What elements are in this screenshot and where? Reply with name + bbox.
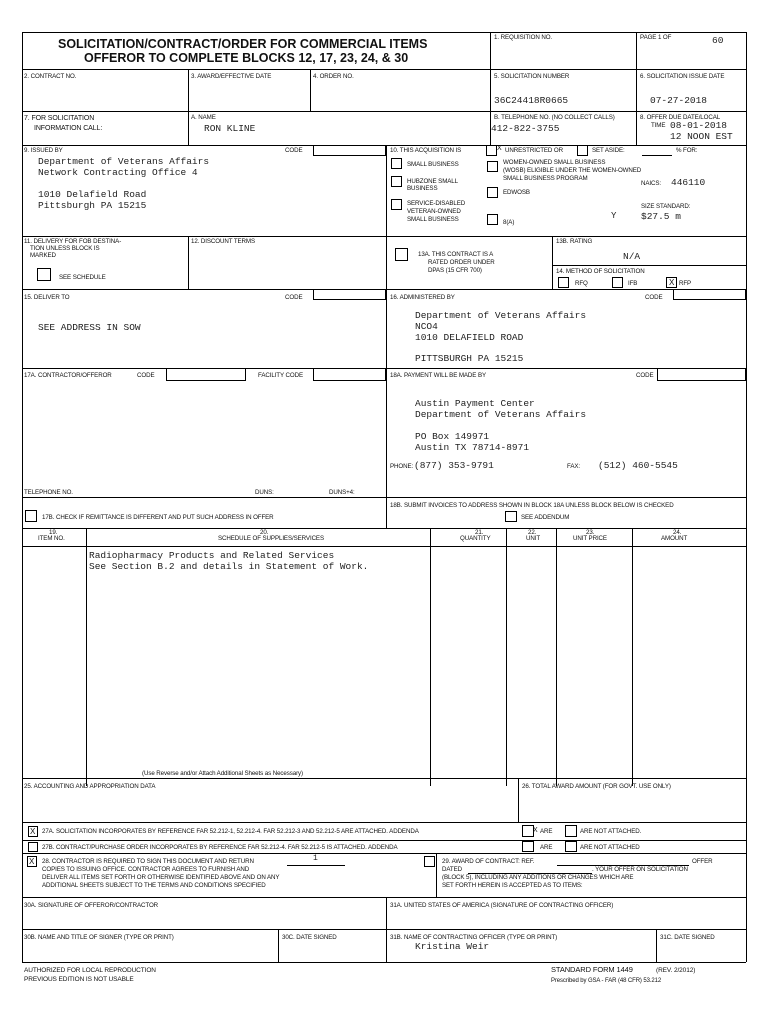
admin-line: Department of Veterans Affairs — [415, 310, 587, 321]
telephone-label: B. TELEPHONE NO. (NO COLLECT CALLS) — [494, 114, 615, 121]
checkbox-mark: X — [533, 827, 538, 834]
28-label: 28. CONTRACTOR IS REQUIRED TO SIGN THIS DOCUMENT AND RETURN — [42, 858, 254, 865]
code-box[interactable] — [313, 145, 386, 156]
8a-value: Y — [611, 211, 617, 221]
code-label: CODE — [285, 147, 303, 154]
size-standard-label: SIZE STANDARD: — [641, 203, 691, 210]
invoice-label: 18B. SUBMIT INVOICES TO ADDRESS SHOWN IN BLOCK 18A UNLESS BLOCK BELOW IS CHECKED — [390, 502, 674, 509]
rule — [556, 528, 557, 786]
rule — [22, 69, 746, 70]
27a-checkbox[interactable] — [28, 826, 38, 837]
rfq-checkbox[interactable] — [558, 277, 569, 288]
col-number: 23. — [586, 529, 595, 536]
code-label: CODE — [645, 294, 663, 301]
name-label: A. NAME — [191, 114, 216, 121]
rfp-label: RFP — [679, 280, 692, 287]
31b-label: 31B. NAME OF CONTRACTING OFFICER (TYPE OR PRINT) — [390, 934, 558, 941]
payment-line: PO Box 149971 — [415, 431, 490, 442]
footer-prev: PREVIOUS EDITION IS NOT USABLE — [24, 976, 134, 983]
col-quantity: QUANTITY — [460, 535, 491, 542]
31c-label: 31C. DATE SIGNED — [660, 934, 715, 941]
issued-by-line: Department of Veterans Affairs — [38, 156, 210, 167]
29-label-3: (BLOCK 5), INCLUDING ANY ADDITIONS OR CHANGES WHICH ARE — [442, 874, 634, 881]
wosb-label: WOMEN-OWNED SMALL BUSINESS — [503, 159, 606, 166]
27b-not-checkbox[interactable] — [565, 841, 577, 852]
28-label-2: COPIES TO ISSUING OFFICE. CONTRACTOR AGREES TO FURNISH AND — [42, 866, 250, 873]
time-label: TIME — [651, 122, 666, 129]
delivery-label-3: MARKED — [30, 252, 56, 259]
29-label-2: DATED — [442, 866, 463, 873]
sdvosb-label-3: SMALL BUSINESS — [407, 216, 459, 223]
delivery-label-2: TION UNLESS BLOCK IS — [30, 245, 100, 252]
30b-label: 30B. NAME AND TITLE OF SIGNER (TYPE OR PRINT) — [24, 934, 174, 941]
checkbox-mark: X — [29, 857, 35, 866]
form-number: STANDARD FORM 1449 — [551, 965, 633, 974]
rule — [506, 528, 507, 786]
remittance-label: 17B. CHECK IF REMITTANCE IS DIFFERENT AND PUT SUCH ADDRESS IN OFFER — [42, 514, 274, 521]
29-checkbox[interactable] — [424, 856, 435, 867]
not-attached-label: ARE NOT ATTACHED. — [580, 828, 642, 835]
rule — [22, 897, 746, 898]
ifb-label: IFB — [628, 280, 638, 287]
form-revision: (REV. 2/2012) — [656, 967, 696, 974]
payment-line: Austin Payment Center — [415, 398, 535, 409]
col-number: 20. — [260, 529, 269, 536]
due-date[interactable]: 08-01-2018 — [670, 120, 728, 131]
checkbox-mark: X — [30, 827, 36, 836]
edwosb-checkbox[interactable] — [487, 187, 498, 198]
unrestricted-checkbox[interactable] — [486, 145, 502, 156]
rule — [278, 929, 279, 962]
rule — [188, 69, 189, 111]
col-number: 22. — [528, 529, 537, 536]
8a-label: 8(A) — [503, 219, 515, 226]
duns-label: DUNS: — [255, 489, 274, 496]
block7-label-2: INFORMATION CALL: — [34, 125, 103, 132]
30c-label: 30C. DATE SIGNED — [282, 934, 337, 941]
col-unit: UNIT — [526, 535, 541, 542]
27b-checkbox[interactable] — [28, 842, 38, 852]
29-label-4: SET FORTH HEREIN IS ACCEPTED AS TO ITEMS: — [442, 882, 583, 889]
rated-order-checkbox[interactable] — [395, 248, 408, 261]
rated-label-2: RATED ORDER UNDER — [428, 259, 495, 266]
border-top — [22, 32, 746, 33]
rule — [490, 32, 491, 69]
rule — [22, 497, 746, 498]
due-time[interactable]: 12 NOON EST — [670, 131, 733, 142]
admin-line: 1010 DELAFIELD ROAD — [415, 332, 524, 343]
rating-value[interactable]: N/A — [623, 251, 641, 262]
rule — [22, 853, 746, 854]
hubzone-label: HUBZONE SMALL — [407, 178, 458, 185]
edwosb-label: EDWOSB — [503, 189, 530, 196]
rated-label: 13A. THIS CONTRACT IS A — [418, 251, 494, 258]
29-label: 29. AWARD OF CONTRACT: REF. — [442, 858, 535, 865]
rfq-label: RFQ — [575, 280, 588, 287]
block7-label: 7. FOR SOLICITATION — [24, 115, 95, 122]
8a-checkbox[interactable] — [487, 214, 498, 225]
rated-label-3: DPAS (15 CFR 700) — [428, 267, 482, 274]
hubzone-checkbox[interactable] — [391, 176, 402, 187]
are-label: ARE — [540, 844, 553, 851]
phone-label: PHONE: — [390, 463, 414, 470]
code-box[interactable] — [673, 289, 746, 300]
rule — [22, 840, 746, 841]
rule — [490, 69, 491, 111]
administered-by-label: 16. ADMINISTERED BY — [390, 294, 455, 301]
wosb-checkbox[interactable] — [487, 161, 498, 172]
27a-are-checkbox[interactable] — [522, 825, 538, 837]
admin-line: NCO4 — [415, 321, 438, 332]
naics-label: NAICS: — [641, 180, 662, 187]
rule — [22, 236, 746, 237]
rule — [86, 528, 87, 786]
sdvosb-label-2: VETERAN-OWNED — [407, 208, 461, 215]
31a-label: 31A. UNITED STATES OF AMERICA (SIGNATURE OF CONTRACTING OFFICER) — [390, 902, 614, 909]
rule — [386, 236, 387, 289]
issue-date[interactable]: 07-27-2018 — [650, 95, 708, 106]
underline — [642, 155, 672, 156]
reverse-note: (Use Reverse and/or Attach Additional Sheets as Necessary) — [142, 770, 304, 777]
issued-by-line: 1010 Delafield Road — [38, 189, 147, 200]
payment-line: Department of Veterans Affairs — [415, 409, 587, 420]
code-box[interactable] — [166, 368, 246, 381]
not-attached-label: ARE NOT ATTACHED — [580, 844, 640, 851]
col-number: 24. — [673, 529, 682, 536]
issued-by-line: Pittsburgh PA 15215 — [38, 200, 147, 211]
checkbox-mark: X — [497, 145, 502, 152]
27a-not-checkbox[interactable] — [565, 825, 577, 837]
see-addendum-checkbox[interactable] — [505, 511, 517, 522]
border-bottom — [22, 962, 746, 963]
rule — [22, 546, 746, 547]
see-addendum-label: SEE ADDENDUM — [521, 514, 570, 521]
discount-terms-label: 12. DISCOUNT TERMS — [191, 238, 255, 245]
rule — [656, 929, 657, 962]
ifb-checkbox[interactable] — [612, 277, 623, 288]
acquisition-label: 10. THIS ACQUISITION IS — [390, 147, 462, 154]
rule — [188, 111, 189, 145]
payment-label: 18A. PAYMENT WILL BE MADE BY — [390, 372, 486, 379]
rule — [188, 236, 189, 289]
28-label-3: DELIVER ALL ITEMS SET FORTH OR OTHERWISE IDENTIFIED ABOVE AND ON ANY — [42, 874, 280, 881]
form-subtitle: OFFEROR TO COMPLETE BLOCKS 12, 17, 23, 24, & 30 — [84, 51, 409, 65]
rule — [430, 528, 431, 786]
28-checkbox[interactable] — [27, 856, 37, 867]
offer-label: OFFER — [692, 858, 713, 865]
checkbox-mark: X — [669, 278, 675, 287]
27b-label: 27B. CONTRACT/PURCHASE ORDER INCORPORATES BY REFERENCE FAR 52.212-4. FAR 52.212-5 IS ATTACHED. ADDENDA — [42, 844, 398, 851]
contract-no-label: 2. CONTRACT NO. — [24, 73, 77, 80]
fax-value: (512) 460-5545 — [598, 460, 678, 471]
rule — [636, 69, 637, 145]
code-label: CODE — [636, 372, 654, 379]
requisition-label: 1. REQUISITION NO. — [494, 34, 553, 41]
issue-date-label: 6. SOLICITATION ISSUE DATE — [640, 73, 725, 80]
rule — [22, 528, 746, 529]
rule — [552, 236, 553, 289]
order-no-label: 4. ORDER NO. — [313, 73, 354, 80]
setaside-label: SET ASIDE: — [592, 147, 625, 154]
code-label: CODE — [285, 294, 303, 301]
small-business-checkbox[interactable] — [391, 158, 402, 169]
29-label-2b: . YOUR OFFER ON SOLICITATION — [592, 866, 688, 873]
rule — [22, 778, 746, 779]
deliver-to-label: 15. DELIVER TO — [24, 294, 70, 301]
award-date-label: 3. AWARD/EFFECTIVE DATE — [191, 73, 272, 80]
contracting-officer-name[interactable]: Kristina Weir — [415, 941, 490, 952]
setaside-checkbox[interactable] — [577, 145, 588, 156]
unrestricted-label: UNRESTRICTED OR — [505, 147, 563, 154]
facility-code-label: FACILITY CODE — [258, 372, 304, 379]
rule — [22, 111, 188, 112]
see-schedule-label: SEE SCHEDULE — [59, 274, 106, 281]
underline — [287, 865, 345, 866]
rule — [386, 145, 387, 236]
total-award-label: 26. TOTAL AWARD AMOUNT (FOR GOVT. USE ONLY) — [522, 783, 671, 790]
due-date-label: 8. OFFER DUE DATE/LOCAL — [640, 114, 721, 121]
facility-code-box[interactable] — [313, 368, 386, 381]
copies-value[interactable]: 1 — [313, 854, 318, 863]
telephone-value[interactable]: 412-822-3755 — [491, 123, 560, 134]
item-description: See Section B.2 and details in Statement of Work. — [89, 561, 369, 572]
payment-line: Austin TX 78714-8971 — [415, 442, 530, 453]
sdvosb-label: SERVICE-DISABLED — [407, 200, 466, 207]
rule — [22, 822, 746, 823]
wosb-label-3: SMALL BUSINESS PROGRAM — [503, 175, 588, 182]
rule — [22, 929, 746, 930]
rule — [518, 778, 519, 822]
delivery-label: 11. DELIVERY FOR FOB DESTINA- — [24, 238, 122, 245]
col-schedule: SCHEDULE OF SUPPLIES/SERVICES — [218, 535, 324, 542]
sdvosb-checkbox[interactable] — [391, 199, 402, 210]
col-unit-price: UNIT PRICE — [573, 535, 607, 542]
telephone-no-label: TELEPHONE NO. — [24, 489, 73, 496]
rule — [310, 69, 311, 111]
hubzone-label-2: BUSINESS — [407, 185, 438, 192]
are-label: ARE — [540, 828, 553, 835]
rule — [636, 32, 637, 69]
naics-value[interactable]: 446110 — [671, 177, 706, 188]
col-number: 21. — [475, 529, 484, 536]
page-label: PAGE 1 OF — [640, 34, 672, 41]
method-label: 14. METHOD OF SOLICITATION — [556, 268, 645, 275]
code-box[interactable] — [657, 368, 746, 381]
solicitation-number-label: 5. SOLICITATION NUMBER — [494, 73, 570, 80]
28-label-4: ADDITIONAL SHEETS SUBJECT TO THE TERMS AND CONDITIONS SPECIFIED — [42, 882, 266, 889]
rule — [436, 853, 437, 897]
deliver-to-value: SEE ADDRESS IN SOW — [38, 322, 141, 333]
page-total: 60 — [712, 35, 724, 46]
accounting-label: 25. ACCOUNTING AND APPROPRIATION DATA — [24, 783, 156, 790]
30a-label: 30A. SIGNATURE OF OFFEROR/CONTRACTOR — [24, 902, 159, 909]
rule — [552, 265, 746, 266]
duns4-label: DUNS+4: — [329, 489, 355, 496]
admin-line: PITTSBURGH PA 15215 — [415, 353, 524, 364]
code-label: CODE — [137, 372, 155, 379]
prescribed-by: Prescribed by GSA - FAR (48 CFR) 53.212 — [551, 978, 662, 984]
rule — [386, 289, 387, 368]
issued-by-line: Network Contracting Office 4 — [38, 167, 198, 178]
27b-are-checkbox[interactable] — [522, 841, 534, 852]
item-description: Radiopharmacy Products and Related Services — [89, 550, 335, 561]
remittance-checkbox[interactable] — [25, 510, 37, 522]
rule — [632, 528, 633, 786]
27a-label: 27A. SOLICITATION INCORPORATES BY REFERENCE FAR 52.212-1, 52.212-4. FAR 52.212-3 AND 52.212-5 ARE ATTACHED. ADDENDA — [42, 828, 419, 835]
form-title: SOLICITATION/CONTRACT/ORDER FOR COMMERCIAL ITEMS — [58, 37, 428, 51]
footer-auth: AUTHORIZED FOR LOCAL REPRODUCTION — [24, 967, 156, 974]
col-amount: AMOUNT — [661, 535, 688, 542]
rule — [386, 368, 387, 528]
fax-label: FAX: — [567, 463, 581, 470]
col-item-no: ITEM NO. — [38, 535, 65, 542]
issued-by-label: 9. ISSUED BY — [24, 147, 63, 154]
code-box[interactable] — [313, 289, 386, 300]
rule — [188, 111, 746, 112]
col-number: 19. — [49, 529, 58, 536]
small-business-label: SMALL BUSINESS — [407, 161, 459, 168]
phone-value: (877) 353-9791 — [414, 460, 494, 471]
rfp-checkbox[interactable] — [666, 277, 677, 288]
size-standard-value[interactable]: $27.5 m — [641, 211, 681, 222]
contact-name[interactable]: RON KLINE — [204, 123, 256, 134]
rating-label: 13B. RATING — [556, 238, 593, 245]
contractor-label: 17A. CONTRACTOR/OFFEROR — [24, 372, 112, 379]
pct-for-label: % FOR: — [676, 147, 698, 154]
see-schedule-checkbox[interactable] — [37, 268, 51, 281]
wosb-label-2: (WOSB) ELIGIBLE UNDER THE WOMEN-OWNED — [503, 167, 642, 174]
solicitation-number[interactable]: 36C24418R0665 — [494, 95, 569, 106]
border-right — [746, 32, 747, 962]
